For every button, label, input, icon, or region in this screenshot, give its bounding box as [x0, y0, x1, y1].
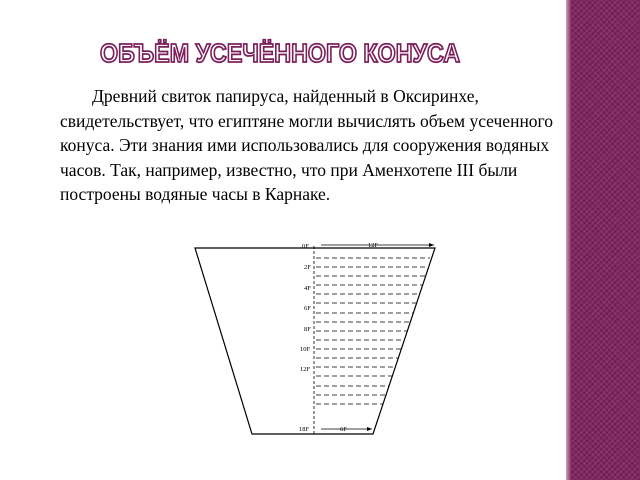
- bottom-dimension-label: 6F: [340, 426, 347, 433]
- body-paragraph: Древний свиток папируса, найденный в Оксиринхе, свидетельствует, что египтяне могли вычислять объем усеченного конуса. Эти знания ими использовались для сооружения водяных часов. Так, например, известно, что при Аменхотепе III были построены водяные часы в Карнаке.: [60, 86, 554, 204]
- level-label: 10F: [300, 346, 311, 353]
- level-label: 18F: [299, 426, 310, 433]
- level-label: 8F: [304, 326, 311, 333]
- decorative-side-band: [571, 0, 640, 480]
- level-label: 0F: [302, 243, 309, 250]
- level-lines: [316, 258, 430, 404]
- level-label: 2F: [304, 264, 311, 271]
- level-label: 12F: [300, 366, 311, 373]
- water-clock-diagram: [190, 236, 450, 441]
- slide-title: [100, 32, 520, 72]
- slide-title-text: ОБЪЁМ УСЕЧЁННОГО КОНУСА: [100, 38, 461, 68]
- level-label: 4F: [304, 285, 311, 292]
- level-label: 6F: [304, 305, 311, 312]
- top-dimension-label: 12F: [368, 242, 379, 249]
